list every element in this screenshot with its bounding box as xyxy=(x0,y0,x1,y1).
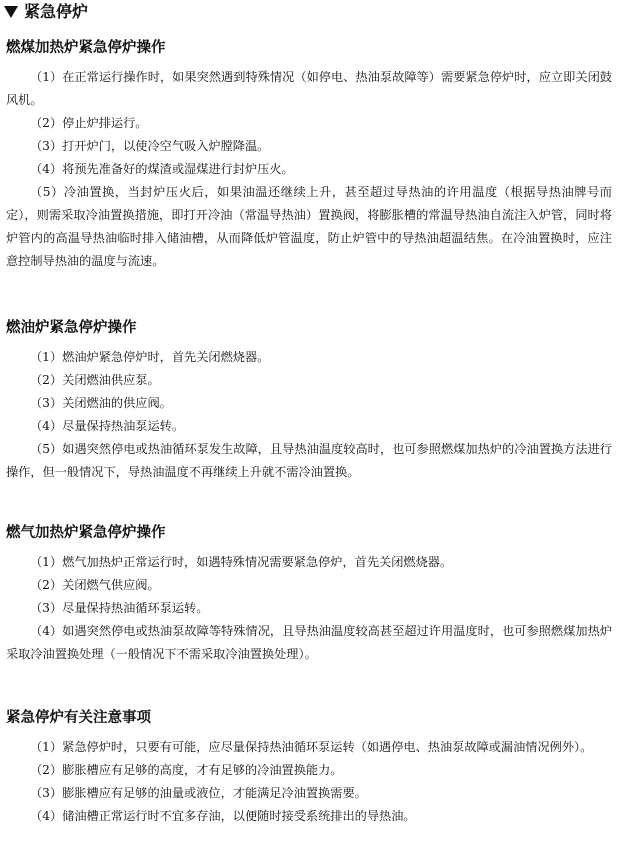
main-title-text: 紧急停炉 xyxy=(24,2,89,21)
paragraph: （4）尽量保持热油泵运转。 xyxy=(30,419,185,433)
section-title: 燃煤加热炉紧急停炉操作 xyxy=(6,40,166,56)
paragraph: （1）燃气加热炉正常运行时，如遇特殊情况需要紧急停炉，首先关闭燃烧器。 xyxy=(30,555,453,569)
paragraph: （1）在正常运行操作时，如果突然遇到特殊情况（如停电、热油泵故障等）需要紧急停炉时，应立即关闭鼓风机。 xyxy=(6,70,612,107)
section-title: 燃气加热炉紧急停炉操作 xyxy=(6,525,166,541)
triangle-down-icon xyxy=(4,6,18,18)
section-gas-furnace xyxy=(6,523,612,666)
paragraph: （5）冷油置换，当封炉压火后，如果油温还继续上升，甚至超过导热油的许用温度（根据导热油牌号而定），则需采取冷油置换措施，即打开冷油（常温导热油）置换阀，将膨胀槽的常温导热油自流注入炉管，同时将炉管内的高温导热油临时排入储油槽，从而降低炉管温度，防止炉管中的导热油超温结焦。在冷油置换时，应注意控制导热油的温度与流速。 xyxy=(6,185,612,268)
paragraph: （4）储油槽正常运行时不宜多存油，以便随时接受系统排出的导热油。 xyxy=(30,809,416,823)
paragraph: （3）关闭燃油的供应阀。 xyxy=(30,396,172,410)
section-coal-furnace xyxy=(6,38,612,273)
paragraph: （3）膨胀槽应有足够的油量或液位，才能满足冷油置换需要。 xyxy=(30,786,367,800)
paragraph: （4）如遇突然停电或热油泵故障等特殊情况，且导热油温度较高甚至超过许用温度时，也可参照燃煤加热炉采取冷油置换处理（一般情况下不需采取冷油置换处理）。 xyxy=(6,624,612,661)
section-title: 紧急停炉有关注意事项 xyxy=(6,710,151,726)
paragraph: （1）燃油炉紧急停炉时，首先关闭燃烧器。 xyxy=(30,350,270,364)
section-oil-furnace xyxy=(6,318,612,484)
paragraph: （2）关闭燃油供应泵。 xyxy=(30,373,160,387)
section-precautions xyxy=(6,708,612,828)
paragraph: （3）打开炉门，以使冷空气吸入炉膛降温。 xyxy=(30,139,270,153)
paragraph: （2）膨胀槽应有足够的高度，才有足够的冷油置换能力。 xyxy=(30,763,343,777)
paragraph: （4）将预先准备好的煤渣或湿煤进行封炉压火。 xyxy=(30,162,294,176)
paragraph: （2）关闭燃气供应阀。 xyxy=(30,578,160,592)
paragraph: （2）停止炉排运行。 xyxy=(30,116,148,130)
paragraph: （1）紧急停炉时，只要有可能，应尽量保持热油循环泵运转（如遇停电、热油泵故障或漏油情况例外）。 xyxy=(30,740,593,754)
main-heading xyxy=(4,2,88,22)
paragraph: （5）如遇突然停电或热油循环泵发生故障，且导热油温度较高时，也可参照燃煤加热炉的冷油置换方法进行操作，但一般情况下，导热油温度不再继续上升就不需冷油置换。 xyxy=(6,442,612,479)
paragraph: （3）尽量保持热油循环泵运转。 xyxy=(30,601,209,615)
section-title: 燃油炉紧急停炉操作 xyxy=(6,320,137,336)
